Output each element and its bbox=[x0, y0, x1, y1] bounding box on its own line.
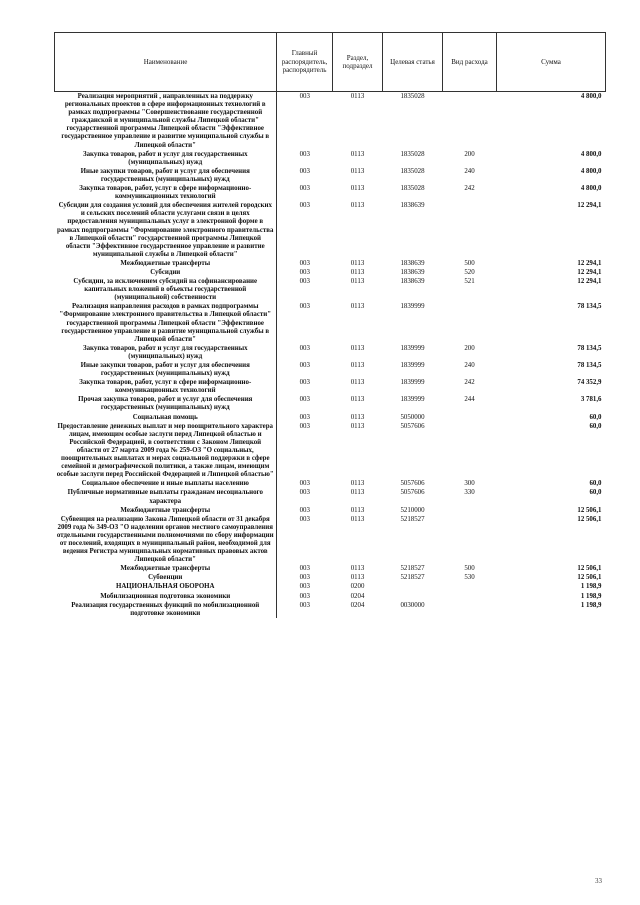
cell-target: 5057606 bbox=[400, 480, 425, 488]
cell-manager: 003 bbox=[299, 303, 310, 311]
cell-section: 0113 bbox=[350, 268, 365, 276]
cell-target: 5218527 bbox=[400, 515, 425, 523]
cell-name: Субсидии для создания условий для обеспечения жителей городских и сельских поселений области услугами связи в целях предоставления муниципальных услуг в электронной форме в рамках подпрограммы "Формирование электронного правительства в Липецкой области" государственной программы Липецкой области "Эффективное государственное управление и развитие муниципальной службы в Липецкой области" bbox=[55, 201, 277, 259]
table-row bbox=[55, 92, 606, 150]
cell-amount: 78 134,5 bbox=[577, 303, 602, 311]
cell-section: 0113 bbox=[350, 344, 365, 352]
cell-target: 0030000 bbox=[400, 601, 425, 609]
cell-name: НАЦИОНАЛЬНАЯ ОБОРОНА bbox=[55, 582, 277, 591]
cell-expense-type: 200 bbox=[464, 344, 475, 352]
cell-expense-type: 521 bbox=[464, 278, 475, 286]
cell-section: 0113 bbox=[350, 185, 365, 193]
header-name: Наименование bbox=[55, 33, 277, 92]
budget-table-page bbox=[54, 32, 605, 618]
table-row bbox=[55, 184, 606, 201]
table-row bbox=[55, 344, 606, 361]
cell-section: 0113 bbox=[350, 565, 365, 573]
cell-expense-type: 300 bbox=[464, 480, 475, 488]
cell-section: 0113 bbox=[350, 259, 365, 267]
cell-target bbox=[383, 592, 443, 601]
cell-manager: 003 bbox=[299, 601, 310, 609]
cell-manager: 003 bbox=[299, 515, 310, 523]
cell-manager: 003 bbox=[299, 202, 310, 210]
cell-target: 5057606 bbox=[400, 422, 425, 430]
cell-expense-type bbox=[443, 506, 497, 515]
table-row bbox=[55, 167, 606, 184]
cell-name: Иные закупки товаров, работ и услуг для обеспечения государственных (муниципальных) нужд bbox=[55, 167, 277, 184]
table-header-row bbox=[55, 33, 606, 92]
cell-target: 1838639 bbox=[400, 268, 425, 276]
cell-target: 1838639 bbox=[400, 202, 425, 210]
cell-section: 0113 bbox=[350, 202, 365, 210]
cell-expense-type: 500 bbox=[464, 565, 475, 573]
cell-amount: 3 781,6 bbox=[580, 396, 602, 404]
table-row bbox=[55, 488, 606, 505]
cell-manager: 003 bbox=[299, 506, 310, 514]
cell-name: Публичные нормативные выплаты гражданам несоциального характера bbox=[55, 488, 277, 505]
cell-section: 0113 bbox=[350, 506, 365, 514]
cell-amount: 12 294,1 bbox=[577, 259, 602, 267]
cell-amount: 60,0 bbox=[589, 480, 602, 488]
cell-target bbox=[383, 582, 443, 591]
cell-manager: 003 bbox=[299, 480, 310, 488]
table-body bbox=[55, 92, 606, 618]
cell-expense-type: 242 bbox=[464, 379, 475, 387]
cell-amount: 60,0 bbox=[589, 489, 602, 497]
cell-amount: 1 198,9 bbox=[580, 592, 602, 600]
cell-target: 1835028 bbox=[400, 93, 425, 100]
cell-expense-type: 520 bbox=[464, 268, 475, 276]
cell-section: 0113 bbox=[350, 480, 365, 488]
cell-target: 1838639 bbox=[400, 259, 425, 267]
cell-section: 0113 bbox=[350, 396, 365, 404]
table-row bbox=[55, 582, 606, 591]
cell-manager: 003 bbox=[299, 150, 310, 158]
table-row bbox=[55, 378, 606, 395]
cell-manager: 003 bbox=[299, 489, 310, 497]
cell-name: Социальная помощь bbox=[55, 413, 277, 422]
cell-amount: 12 506,1 bbox=[577, 506, 602, 514]
cell-name: Закупка товаров, работ и услуг для государственных (муниципальных) нужд bbox=[55, 344, 277, 361]
table-row bbox=[55, 302, 606, 343]
cell-expense-type bbox=[443, 413, 497, 422]
table-row bbox=[55, 506, 606, 515]
table-row bbox=[55, 268, 606, 277]
cell-amount: 60,0 bbox=[589, 413, 602, 421]
cell-amount: 78 134,5 bbox=[577, 344, 602, 352]
table-row bbox=[55, 259, 606, 268]
cell-name: Закупка товаров, работ, услуг в сфере информационно-коммуникационных технологий bbox=[55, 378, 277, 395]
cell-manager: 003 bbox=[299, 344, 310, 352]
cell-manager: 003 bbox=[299, 278, 310, 286]
table-row bbox=[55, 515, 606, 565]
table-row bbox=[55, 479, 606, 488]
cell-manager: 003 bbox=[299, 185, 310, 193]
cell-section: 0113 bbox=[350, 167, 365, 175]
cell-expense-type: 500 bbox=[464, 259, 475, 267]
cell-manager: 003 bbox=[299, 362, 310, 369]
cell-expense-type: 240 bbox=[464, 167, 475, 175]
cell-amount: 1 198,9 bbox=[580, 601, 602, 609]
cell-section: 0113 bbox=[350, 574, 365, 582]
cell-target: 1839999 bbox=[400, 362, 425, 369]
cell-target: 5218527 bbox=[400, 574, 425, 582]
table-row bbox=[55, 601, 606, 618]
cell-name: Реализация мероприятий , направленных на поддержку региональных проектов в сфере информационных технологий в рамках подпрограммы "Совершенствование государственной гражданской и муниципальной службы Липецкой области" государственной программы Липецкой области "Эффективное государственное управление и развитие муниципальной службы в Липецкой области" bbox=[55, 92, 277, 150]
cell-target: 1839999 bbox=[400, 379, 425, 387]
table-row bbox=[55, 361, 606, 378]
header-amount: Сумма bbox=[497, 33, 606, 92]
cell-name: Межбюджетные трансферты bbox=[55, 259, 277, 268]
page-number: 33 bbox=[595, 877, 602, 885]
cell-manager: 003 bbox=[299, 592, 310, 600]
cell-expense-type bbox=[443, 592, 497, 601]
cell-target: 1835028 bbox=[400, 185, 425, 193]
cell-expense-type bbox=[443, 582, 497, 591]
cell-name: Закупка товаров, работ и услуг для государственных (муниципальных) нужд bbox=[55, 150, 277, 167]
cell-section: 0204 bbox=[350, 592, 365, 600]
cell-amount: 12 294,1 bbox=[577, 268, 602, 276]
cell-section: 0113 bbox=[350, 489, 365, 497]
cell-target: 5057606 bbox=[400, 489, 425, 497]
cell-target: 5210000 bbox=[400, 506, 425, 514]
cell-section: 0113 bbox=[350, 379, 365, 387]
cell-amount: 12 506,1 bbox=[577, 565, 602, 573]
cell-manager: 003 bbox=[299, 413, 310, 421]
table-row bbox=[55, 422, 606, 480]
table-row bbox=[55, 150, 606, 167]
cell-manager: 003 bbox=[299, 167, 310, 175]
cell-amount: 12 506,1 bbox=[577, 515, 602, 523]
cell-name: Закупка товаров, работ, услуг в сфере информационно-коммуникационных технологий bbox=[55, 184, 277, 201]
cell-target: 5218527 bbox=[400, 565, 425, 573]
cell-expense-type: 530 bbox=[464, 574, 475, 582]
table-row bbox=[55, 564, 606, 573]
cell-expense-type bbox=[443, 515, 497, 565]
cell-section: 0113 bbox=[350, 278, 365, 286]
table-row bbox=[55, 592, 606, 601]
cell-section: 0113 bbox=[350, 150, 365, 158]
cell-name: Реализация государственных функций по мобилизационной подготовке экономики bbox=[55, 601, 277, 618]
cell-target: 5050000 bbox=[400, 413, 425, 421]
cell-manager: 003 bbox=[299, 574, 310, 582]
cell-name: Межбюджетные трансферты bbox=[55, 564, 277, 573]
cell-amount: 4 800,0 bbox=[580, 150, 602, 158]
cell-amount: 12 294,1 bbox=[577, 202, 602, 210]
table-row bbox=[55, 277, 606, 302]
cell-section: 0200 bbox=[350, 583, 365, 591]
cell-amount: 4 800,0 bbox=[580, 185, 602, 193]
cell-manager: 003 bbox=[299, 379, 310, 387]
cell-name: Иные закупки товаров, работ и услуг для обеспечения государственных (муниципальных) нужд bbox=[55, 361, 277, 378]
cell-expense-type bbox=[443, 601, 497, 618]
cell-manager: 003 bbox=[299, 583, 310, 591]
cell-expense-type: 244 bbox=[464, 396, 475, 404]
cell-target: 1838639 bbox=[400, 278, 425, 286]
cell-amount: 78 134,5 bbox=[577, 362, 602, 369]
cell-manager: 003 bbox=[299, 422, 310, 430]
cell-section: 0113 bbox=[350, 303, 365, 311]
cell-name: Мобилизационная подготовка экономики bbox=[55, 592, 277, 601]
cell-expense-type: 240 bbox=[464, 362, 475, 369]
cell-target: 1839999 bbox=[400, 396, 425, 404]
cell-section: 0113 bbox=[350, 93, 365, 100]
cell-expense-type: 330 bbox=[464, 489, 475, 497]
cell-amount: 60,0 bbox=[589, 422, 602, 430]
cell-manager: 003 bbox=[299, 565, 310, 573]
cell-manager: 003 bbox=[299, 93, 310, 100]
header-target: Целевая статья bbox=[383, 33, 443, 92]
cell-section: 0204 bbox=[350, 601, 365, 609]
cell-name: Реализация направления расходов в рамках подпрограммы "Формирование электронного правительства в Липецкой области" государственной программы Липецкой области "Эффективное государственное управление и развитие муниципальной службы в Липецкой области" bbox=[55, 302, 277, 343]
cell-section: 0113 bbox=[350, 515, 365, 523]
header-expense-type: Вид расхода bbox=[443, 33, 497, 92]
cell-amount: 1 198,9 bbox=[580, 583, 602, 591]
cell-amount: 12 506,1 bbox=[577, 574, 602, 582]
table-row bbox=[55, 413, 606, 422]
cell-section: 0113 bbox=[350, 362, 365, 369]
cell-name: Социальное обеспечение и иные выплаты населению bbox=[55, 479, 277, 488]
cell-expense-type bbox=[443, 422, 497, 480]
cell-target: 1839999 bbox=[400, 303, 425, 311]
cell-manager: 003 bbox=[299, 396, 310, 404]
cell-name: Субвенция на реализацию Закона Липецкой области от 31 декабря 2009 года № 349-ОЗ "О наделении органов местного самоуправления отдельными государственными полномочиями по сбору информации от поселений, входящих в муниципальный район, необходимой для ведения Регистра муниципальных нормативных правовых актов Липецкой области" bbox=[55, 515, 277, 565]
cell-name: Прочая закупка товаров, работ и услуг для обеспечения государственных (муниципальных) нужд bbox=[55, 395, 277, 412]
cell-amount: 12 294,1 bbox=[577, 278, 602, 286]
header-section: Раздел, подраздел bbox=[333, 33, 383, 92]
cell-amount: 74 352,9 bbox=[577, 379, 602, 387]
cell-amount: 4 800,0 bbox=[580, 167, 602, 175]
table-row bbox=[55, 201, 606, 259]
cell-section: 0113 bbox=[350, 422, 365, 430]
cell-amount: 4 800,0 bbox=[580, 93, 602, 100]
cell-name: Субсидии bbox=[55, 268, 277, 277]
cell-section: 0113 bbox=[350, 413, 365, 421]
cell-expense-type bbox=[443, 302, 497, 343]
cell-target: 1835028 bbox=[400, 150, 425, 158]
cell-expense-type: 242 bbox=[464, 185, 475, 193]
cell-name: Предоставление денежных выплат и мер поощрительного характера лицам, имеющим особые заслуги перед Липецкой областью и Российской Федерацией, в соответствии с Законом Липецкой области от 27 марта 2009 года № 259-ОЗ "О социальных, поощрительных выплатах и мерах социальной поддержки в сфере семейной и демографической политики, а также лицам, имеющим особые заслуги перед Российской Федерацией и Липецкой областью" bbox=[55, 422, 277, 480]
table-row bbox=[55, 395, 606, 412]
cell-expense-type bbox=[443, 201, 497, 259]
budget-table bbox=[54, 32, 606, 618]
cell-name: Субсидии, за исключением субсидий на софинансирование капитальных вложений в объекты государственной (муниципальной) собственности bbox=[55, 277, 277, 302]
cell-manager: 003 bbox=[299, 259, 310, 267]
cell-manager: 003 bbox=[299, 268, 310, 276]
cell-name: Межбюджетные трансферты bbox=[55, 506, 277, 515]
cell-target: 1835028 bbox=[400, 167, 425, 175]
table-row bbox=[55, 573, 606, 582]
header-manager: Главный распорядитель, распорядитель bbox=[277, 33, 333, 92]
cell-target: 1839999 bbox=[400, 344, 425, 352]
cell-expense-type: 200 bbox=[464, 150, 475, 158]
cell-expense-type bbox=[443, 92, 497, 150]
cell-name: Субвенции bbox=[55, 573, 277, 582]
